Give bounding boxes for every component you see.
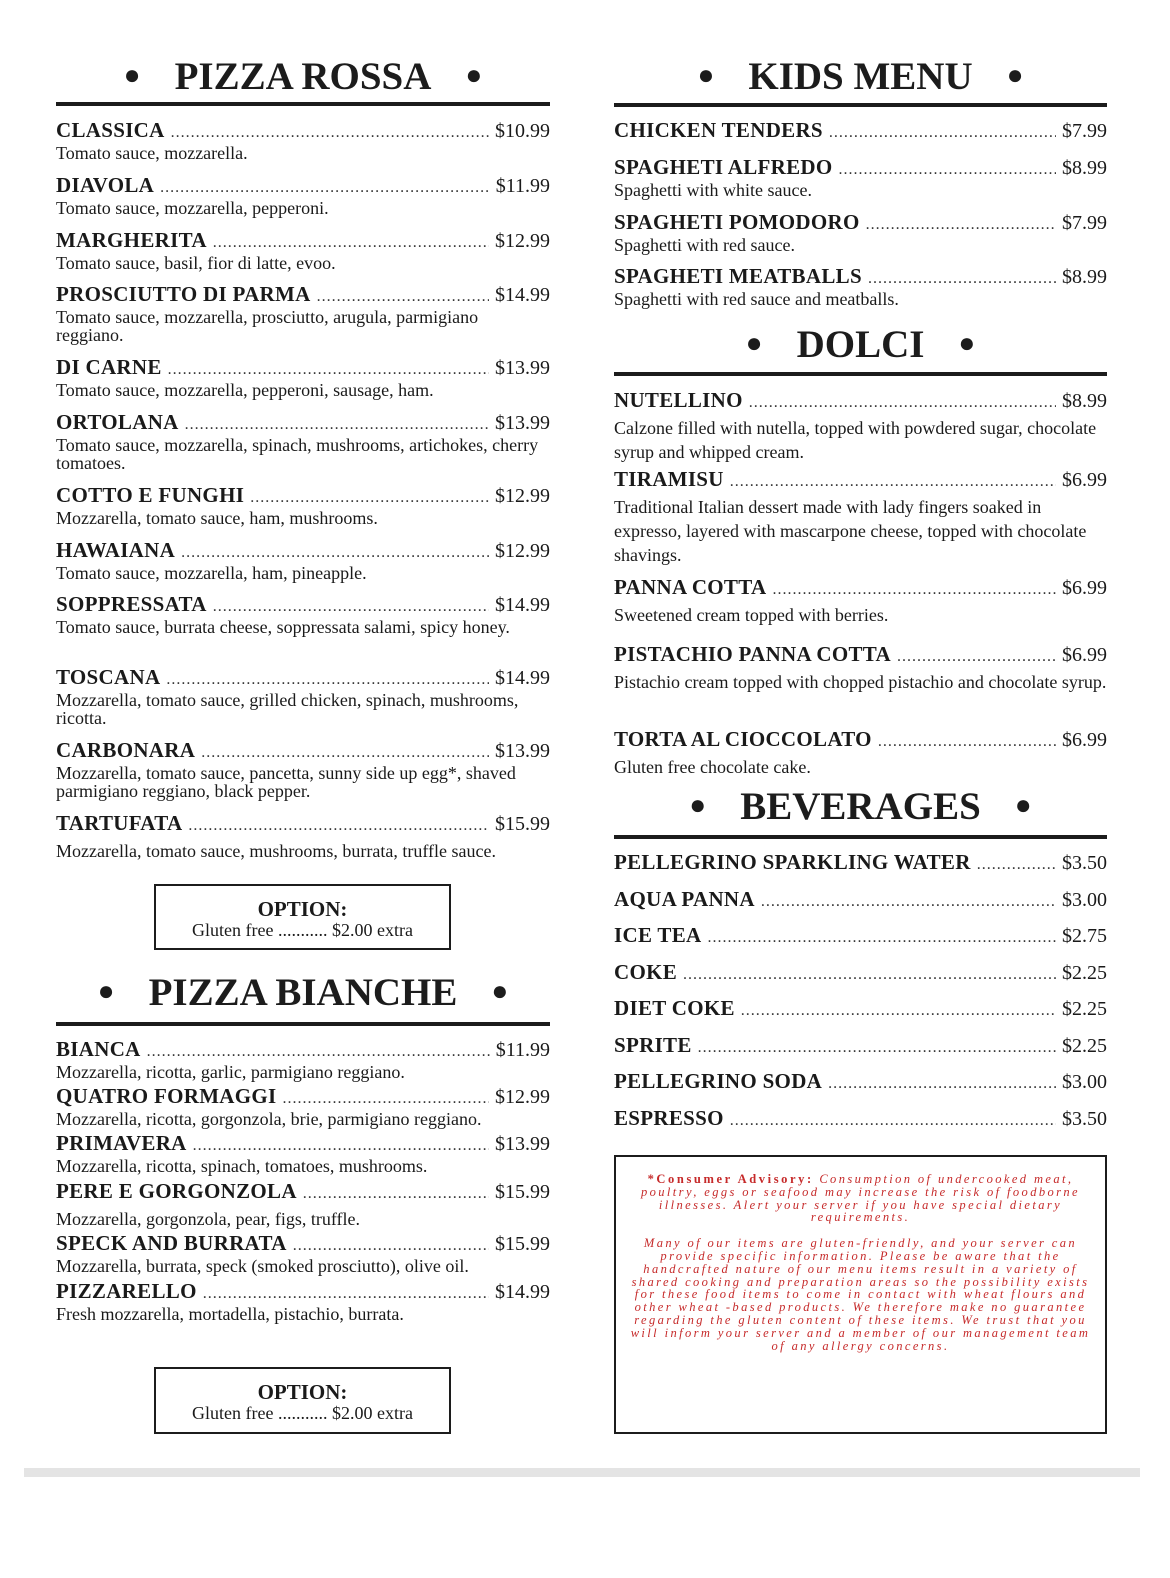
menu-item-pistachio-panna-cotta	[614, 643, 1107, 694]
item-description: Mozzarella, tomato sauce, pancetta, sunny side up egg*, shaved parmigiano reggiano, black pepper.	[56, 763, 516, 801]
item-name: PELLEGRINO SPARKLING WATER	[614, 850, 971, 874]
item-price: $15.99	[495, 1233, 550, 1255]
menu-item-sprite	[614, 1034, 1107, 1059]
item-description: Tomato sauce, mozzarella, prosciutto, arugula, parmigiano reggiano.	[56, 307, 479, 345]
menu-item-pizzarello	[56, 1280, 550, 1323]
item-price: $14.99	[495, 284, 550, 306]
dot-leader	[977, 854, 1056, 876]
item-description: Calzone filled with nutella, topped with powdered sugar, chocolate syrup and whipped cream.	[614, 418, 1097, 462]
item-name: PROSCIUTTO DI PARMA	[56, 282, 311, 306]
dot-leader	[741, 1000, 1056, 1022]
item-name: SPECK AND BURRATA	[56, 1231, 287, 1255]
menu-item-quatro-formaggi	[56, 1085, 550, 1128]
bullet-icon: ●	[1006, 60, 1024, 91]
dot-leader	[708, 927, 1057, 949]
dot-leader	[866, 214, 1056, 236]
dot-leader	[201, 742, 489, 764]
item-description: Mozzarella, ricotta, garlic, parmigiano reggiano.	[56, 1062, 405, 1082]
dot-leader	[839, 159, 1056, 181]
section-title: KIDS MENU	[748, 54, 973, 98]
dot-leader	[168, 359, 489, 381]
item-description: Spaghetti with red sauce.	[614, 235, 795, 255]
item-name: AQUA PANNA	[614, 887, 755, 911]
section-title: DOLCI	[796, 322, 925, 366]
page-bottom-edge	[24, 1468, 1140, 1477]
menu-item-speck-and-burrata	[56, 1232, 550, 1275]
item-description: Tomato sauce, mozzarella, pepperoni, sausage, ham.	[56, 380, 434, 400]
beverages-header	[614, 782, 1107, 830]
menu-item-tartufata	[56, 812, 550, 863]
item-description: Tomato sauce, basil, fior di latte, evoo.	[56, 253, 336, 273]
section-title: PIZZA BIANCHE	[148, 970, 458, 1014]
menu-item-primavera	[56, 1132, 550, 1175]
item-description: Spaghetti with white sauce.	[614, 180, 812, 200]
item-price: $3.00	[1062, 1071, 1107, 1093]
kids-menu-header	[614, 52, 1107, 100]
item-description: Pistachio cream topped with chopped pistachio and chocolate syrup.	[614, 672, 1107, 692]
dot-leader	[193, 1135, 489, 1157]
dot-leader	[698, 1037, 1056, 1059]
dot-leader	[878, 731, 1056, 753]
item-price: $12.99	[495, 485, 550, 507]
item-description: Mozzarella, tomato sauce, ham, mushrooms.	[56, 508, 378, 528]
dot-leader	[188, 815, 489, 837]
menu-item-chicken-tenders	[614, 119, 1107, 144]
menu-item-panna-cotta	[614, 576, 1107, 627]
item-price: $12.99	[495, 540, 550, 562]
item-name: SPRITE	[614, 1033, 692, 1057]
item-price: $2.25	[1062, 962, 1107, 984]
menu-item-pellegrino-soda	[614, 1070, 1107, 1095]
item-description: Gluten free chocolate cake.	[614, 757, 811, 777]
bullet-icon: ●	[697, 60, 715, 91]
dot-leader	[317, 286, 489, 308]
item-name: ESPRESSO	[614, 1106, 724, 1130]
item-price: $2.25	[1062, 1035, 1107, 1057]
item-name: TIRAMISU	[614, 467, 724, 491]
dot-leader	[730, 1110, 1056, 1132]
item-price: $8.99	[1062, 390, 1107, 412]
item-name: SOPPRESSATA	[56, 592, 207, 616]
item-description: Mozzarella, tomato sauce, grilled chicken, spinach, mushrooms, ricotta.	[56, 690, 519, 728]
menu-item-torta-al-cioccolato	[614, 728, 1107, 779]
bullet-icon: ●	[689, 790, 707, 821]
item-name: BIANCA	[56, 1037, 141, 1061]
item-name: PISTACHIO PANNA COTTA	[614, 642, 891, 666]
item-name: CLASSICA	[56, 118, 165, 142]
item-price: $13.99	[495, 357, 550, 379]
menu-item-bianca	[56, 1038, 550, 1081]
menu-item-espresso	[614, 1107, 1107, 1132]
option-title: OPTION:	[257, 897, 348, 921]
menu-item-diet-coke	[614, 997, 1107, 1022]
item-name: TOSCANA	[56, 665, 161, 689]
dot-leader	[185, 414, 489, 436]
item-description: Spaghetti with red sauce and meatballs.	[614, 289, 899, 309]
dot-leader	[213, 596, 489, 618]
dot-leader	[166, 669, 489, 691]
item-price: $8.99	[1062, 157, 1107, 179]
dot-leader	[772, 579, 1056, 601]
item-description: Mozzarella, tomato sauce, mushrooms, burrata, truffle sauce.	[56, 841, 497, 861]
item-description: Sweetened cream topped with berries.	[614, 605, 889, 625]
item-description: Tomato sauce, burrata cheese, soppressata salami, spicy honey.	[56, 617, 510, 637]
item-price: $15.99	[495, 1181, 550, 1203]
dot-leader	[181, 542, 489, 564]
item-price: $6.99	[1062, 644, 1107, 666]
section-title: PIZZA ROSSA	[174, 54, 432, 98]
item-name: ORTOLANA	[56, 410, 179, 434]
gluten-free-option-box	[154, 884, 451, 950]
dot-leader	[213, 232, 489, 254]
item-description: Tomato sauce, mozzarella.	[56, 143, 248, 163]
item-name: CHICKEN TENDERS	[614, 118, 823, 142]
menu-item-carbonara	[56, 739, 550, 800]
item-price: $14.99	[495, 594, 550, 616]
item-price: $3.00	[1062, 889, 1107, 911]
item-name: HAWAIANA	[56, 538, 176, 562]
menu-item-toscana	[56, 666, 550, 727]
item-description: Mozzarella, gorgonzola, pear, figs, truffle.	[56, 1209, 360, 1229]
dot-leader	[203, 1283, 489, 1305]
item-description: Traditional Italian dessert made with lady fingers soaked in expresso, layered with mascarpone cheese, topped with chocolate shavings.	[614, 497, 1087, 565]
dot-leader	[868, 268, 1056, 290]
item-name: MARGHERITA	[56, 228, 207, 252]
dot-leader	[147, 1041, 490, 1063]
gluten-free-option-box	[154, 1367, 451, 1434]
bullet-icon: ●	[745, 328, 763, 359]
bullet-icon: ●	[491, 976, 509, 1007]
item-price: $12.99	[495, 1086, 550, 1108]
menu-item-ortolana	[56, 411, 550, 472]
dot-leader	[683, 964, 1056, 986]
item-price: $7.99	[1062, 120, 1107, 142]
item-description: Mozzarella, burrata, speck (smoked prosciutto), olive oil.	[56, 1256, 469, 1276]
item-name: DIAVOLA	[56, 173, 155, 197]
item-price: $2.75	[1062, 925, 1107, 947]
bullet-icon: ●	[123, 60, 141, 91]
option-title: OPTION:	[257, 1380, 348, 1404]
item-name: PRIMAVERA	[56, 1131, 187, 1155]
option-text: Gluten free ........... $2.00 extra	[192, 1403, 413, 1423]
item-price: $2.25	[1062, 998, 1107, 1020]
item-name: NUTELLINO	[614, 388, 743, 412]
dot-leader	[749, 392, 1056, 414]
bullet-icon: ●	[958, 328, 976, 359]
item-price: $13.99	[495, 740, 550, 762]
item-name: DIET COKE	[614, 996, 735, 1020]
item-description: Tomato sauce, mozzarella, pepperoni.	[56, 198, 329, 218]
item-price: $7.99	[1062, 212, 1107, 234]
item-price: $11.99	[495, 175, 550, 197]
menu-item-pere-e-gorgonzola	[56, 1180, 550, 1231]
item-name: SPAGHETI MEATBALLS	[614, 264, 862, 288]
bullet-icon: ●	[1014, 790, 1032, 821]
item-price: $8.99	[1062, 266, 1107, 288]
item-name: QUATRO FORMAGGI	[56, 1084, 277, 1108]
item-name: TARTUFATA	[56, 811, 183, 835]
item-price: $6.99	[1062, 577, 1107, 599]
menu-item-classica	[56, 119, 550, 162]
item-price: $6.99	[1062, 729, 1107, 751]
item-price: $6.99	[1062, 469, 1107, 491]
dot-leader	[250, 487, 489, 509]
pizza-bianche-header	[56, 968, 550, 1016]
dot-leader	[730, 471, 1056, 493]
menu-item-hawaiana	[56, 539, 550, 582]
section-divider	[614, 372, 1107, 376]
section-divider	[614, 103, 1107, 107]
advisory-text: Consumption of undercooked meat, poultry, eggs or seafood may increase the risk of foodborne illnesses. Alert your server if you have special dietary requirements.	[640, 1172, 1081, 1225]
dot-leader	[293, 1235, 489, 1257]
menu-item-pellegrino-sparkling-water	[614, 851, 1107, 876]
item-description: Mozzarella, ricotta, spinach, tomatoes, mushrooms.	[56, 1156, 428, 1176]
dot-leader	[897, 646, 1056, 668]
item-price: $13.99	[495, 412, 550, 434]
bullet-icon: ●	[97, 976, 115, 1007]
advisory-text: Many of our items are gluten-friendly, and your server can provide specific information. Please be aware that the handcrafted nature of our menu items result in a variety of shared cooking and preparation areas so the possibility exists for these food items to come in contact with wheat flours and other wheat -based products. We therefore make no guarantee regarding the gluten content of these items. We trust that you will inform your server and a member of our management team of any allergy concerns.	[630, 1236, 1091, 1353]
item-price: $3.50	[1062, 1108, 1107, 1130]
item-name: COTTO E FUNGHI	[56, 483, 245, 507]
item-description: Tomato sauce, mozzarella, ham, pineapple.	[56, 563, 367, 583]
item-price: $13.99	[495, 1133, 550, 1155]
menu-item-spagheti-meatballs	[614, 265, 1107, 308]
item-name: COKE	[614, 960, 678, 984]
consumer-advisory-box	[614, 1155, 1107, 1434]
item-name: PIZZARELLO	[56, 1279, 197, 1303]
dot-leader	[171, 122, 489, 144]
menu-item-aqua-panna	[614, 888, 1107, 913]
item-price: $3.50	[1062, 852, 1107, 874]
section-divider	[56, 102, 550, 106]
dot-leader	[283, 1088, 489, 1110]
item-name: TORTA AL CIOCCOLATO	[614, 727, 872, 751]
item-price: $14.99	[495, 1281, 550, 1303]
item-price: $15.99	[495, 813, 550, 835]
section-title: BEVERAGES	[740, 784, 981, 828]
section-divider	[56, 1022, 550, 1026]
menu-item-nutellino	[614, 389, 1107, 464]
item-price: $14.99	[495, 667, 550, 689]
dot-leader	[761, 891, 1056, 913]
item-price: $12.99	[495, 230, 550, 252]
menu-item-cotto-e-funghi	[56, 484, 550, 527]
menu-item-tiramisu	[614, 468, 1107, 567]
dot-leader	[303, 1183, 489, 1205]
menu-item-soppressata	[56, 593, 550, 636]
dot-leader	[160, 177, 490, 199]
menu-item-diavola	[56, 174, 550, 217]
pizza-rossa-header	[56, 52, 550, 100]
menu-item-spagheti-pomodoro	[614, 211, 1107, 254]
menu-page	[24, 24, 1140, 1468]
item-name: CARBONARA	[56, 738, 196, 762]
bullet-icon: ●	[465, 60, 483, 91]
option-text: Gluten free ........... $2.00 extra	[192, 920, 413, 940]
item-description: Fresh mozzarella, mortadella, pistachio, burrata.	[56, 1304, 404, 1324]
item-name: PANNA COTTA	[614, 575, 767, 599]
item-name: PERE E GORGONZOLA	[56, 1179, 297, 1203]
menu-item-spagheti-alfredo	[614, 156, 1107, 199]
menu-item-prosciutto-di-parma	[56, 283, 550, 344]
section-divider	[614, 835, 1107, 839]
menu-item-ice-tea	[614, 924, 1107, 949]
item-name: SPAGHETI ALFREDO	[614, 155, 833, 179]
dot-leader	[829, 122, 1056, 144]
advisory-lead: *Consumer Advisory:	[647, 1172, 814, 1186]
menu-item-di-carne	[56, 356, 550, 399]
item-name: ICE TEA	[614, 923, 702, 947]
dolci-header	[614, 320, 1107, 368]
menu-item-coke	[614, 961, 1107, 986]
dot-leader	[828, 1073, 1056, 1095]
menu-item-margherita	[56, 229, 550, 272]
item-price: $10.99	[495, 120, 550, 142]
item-name: PELLEGRINO SODA	[614, 1069, 823, 1093]
item-name: SPAGHETI POMODORO	[614, 210, 860, 234]
item-description: Tomato sauce, mozzarella, spinach, mushrooms, artichokes, cherry tomatoes.	[56, 435, 539, 473]
item-name: DI CARNE	[56, 355, 162, 379]
item-price: $11.99	[495, 1039, 550, 1061]
item-description: Mozzarella, ricotta, gorgonzola, brie, parmigiano reggiano.	[56, 1109, 482, 1129]
